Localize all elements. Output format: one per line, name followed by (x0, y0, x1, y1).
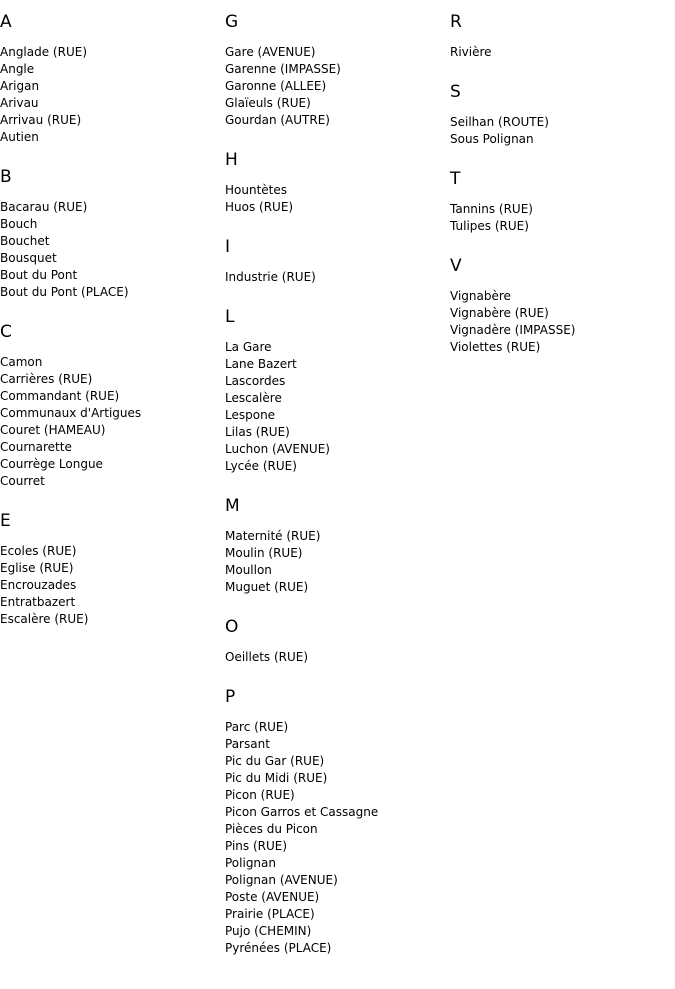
street-link[interactable]: Industrie (RUE) (225, 270, 316, 284)
street-link[interactable]: Oeillets (RUE) (225, 650, 309, 664)
street-link[interactable]: Maternité (RUE) (225, 529, 321, 543)
letter-heading: L (225, 307, 235, 327)
letter-section (225, 237, 450, 286)
letter-section (225, 12, 450, 129)
street-link[interactable]: Autien (0, 130, 39, 144)
street-link[interactable]: Huos (RUE) (225, 200, 294, 214)
street-link[interactable]: Pyrénées (PLACE) (225, 941, 332, 955)
street-link[interactable]: Arrivau (RUE) (0, 113, 82, 127)
street-link[interactable]: Escalère (RUE) (0, 612, 89, 626)
street-link[interactable]: Lilas (RUE) (225, 425, 290, 439)
street-link[interactable]: Garonne (ALLEE) (225, 79, 327, 93)
street-link[interactable]: Lescalère (225, 391, 282, 405)
letter-heading: A (0, 12, 12, 32)
street-link[interactable]: Couret (HAMEAU) (0, 423, 106, 437)
street-list (0, 199, 225, 301)
letter-section (450, 12, 675, 61)
street-link[interactable]: Bout du Pont (PLACE) (0, 285, 129, 299)
street-link[interactable]: Luchon (AVENUE) (225, 442, 330, 456)
street-link[interactable]: Picon (RUE) (225, 788, 295, 802)
letter-heading: T (450, 169, 461, 189)
street-link[interactable]: Sous Polignan (450, 132, 534, 146)
letter-section (225, 687, 450, 957)
street-link[interactable]: Pins (RUE) (225, 839, 288, 853)
street-link[interactable]: Tulipes (RUE) (450, 219, 529, 233)
street-link[interactable]: Pic du Midi (RUE) (225, 771, 328, 785)
letter-heading: O (225, 617, 239, 637)
letter-section (225, 496, 450, 596)
street-link[interactable]: Courrège Longue (0, 457, 103, 471)
letter-section (225, 150, 450, 216)
street-link[interactable]: Polignan (225, 856, 276, 870)
street-link[interactable]: Encrouzades (0, 578, 77, 592)
street-link[interactable]: Carrières (RUE) (0, 372, 93, 386)
street-link[interactable]: Muguet (RUE) (225, 580, 309, 594)
street-link[interactable]: Pièces du Picon (225, 822, 318, 836)
street-link[interactable]: Cournarette (0, 440, 72, 454)
index-column-2 (225, 0, 450, 957)
street-link[interactable]: Prairie (PLACE) (225, 907, 315, 921)
street-list (225, 649, 450, 666)
street-link[interactable]: Seilhan (ROUTE) (450, 115, 549, 129)
street-link[interactable]: Parsant (225, 737, 270, 751)
letter-heading: V (450, 256, 462, 276)
street-link[interactable]: Lycée (RUE) (225, 459, 297, 473)
letter-heading: P (225, 687, 236, 707)
street-link[interactable]: Gare (AVENUE) (225, 45, 316, 59)
street-link[interactable]: Communaux d'Artigues (0, 406, 142, 420)
street-link[interactable]: Lascordes (225, 374, 286, 388)
street-list (225, 528, 450, 596)
street-link[interactable]: Arivau (0, 96, 39, 110)
street-list (450, 44, 675, 61)
street-link[interactable]: Moullon (225, 563, 272, 577)
street-link[interactable]: Bacarau (RUE) (0, 200, 88, 214)
street-list (450, 288, 675, 356)
letter-section (450, 169, 675, 235)
street-link[interactable]: Vignabère (RUE) (450, 306, 549, 320)
letter-heading: E (0, 511, 11, 531)
street-list (225, 719, 450, 957)
street-list (450, 201, 675, 235)
street-link[interactable]: Arigan (0, 79, 40, 93)
letter-section (0, 167, 225, 301)
street-list (0, 543, 225, 628)
letter-heading: S (450, 82, 461, 102)
street-link[interactable]: Commandant (RUE) (0, 389, 120, 403)
street-link[interactable]: Picon Garros et Cassagne (225, 805, 379, 819)
street-link[interactable]: Polignan (AVENUE) (225, 873, 338, 887)
street-link[interactable]: Lane Bazert (225, 357, 297, 371)
letter-heading: M (225, 496, 240, 516)
letter-section (0, 12, 225, 146)
letter-heading: H (225, 150, 238, 170)
letter-section (0, 322, 225, 490)
street-list (225, 182, 450, 216)
street-link[interactable]: Courret (0, 474, 45, 488)
street-link[interactable]: Camon (0, 355, 43, 369)
index-column-3 (450, 0, 675, 356)
street-link[interactable]: Entratbazert (0, 595, 76, 609)
street-link[interactable]: Hountètes (225, 183, 288, 197)
street-link[interactable]: Eglise (RUE) (0, 561, 74, 575)
letter-section (450, 82, 675, 148)
street-link[interactable]: Pujo (CHEMIN) (225, 924, 312, 938)
street-link[interactable]: Garenne (IMPASSE) (225, 62, 341, 76)
letter-heading: C (0, 322, 12, 342)
street-list (450, 114, 675, 148)
letter-section (450, 256, 675, 356)
street-link[interactable]: Anglade (RUE) (0, 45, 87, 59)
street-link[interactable]: Tannins (RUE) (450, 202, 533, 216)
street-link[interactable]: Bout du Pont (0, 268, 78, 282)
letter-heading: R (450, 12, 462, 32)
letter-section (225, 307, 450, 475)
street-link[interactable]: Vignabère (450, 289, 511, 303)
street-link[interactable]: Bouchet (0, 234, 50, 248)
street-link[interactable]: Lespone (225, 408, 276, 422)
letter-heading: I (225, 237, 231, 257)
street-link[interactable]: Ecoles (RUE) (0, 544, 77, 558)
street-link[interactable]: Violettes (RUE) (450, 340, 541, 354)
street-link[interactable]: Vignadère (IMPASSE) (450, 323, 576, 337)
street-link[interactable]: La Gare (225, 340, 272, 354)
street-link[interactable]: Glaïeuls (RUE) (225, 96, 311, 110)
street-list (225, 44, 450, 129)
street-link[interactable]: Rivière (450, 45, 492, 59)
street-list (225, 339, 450, 475)
street-list (0, 354, 225, 490)
street-link[interactable]: Poste (AVENUE) (225, 890, 320, 904)
street-list (0, 44, 225, 146)
street-link[interactable]: Bousquet (0, 251, 57, 265)
letter-heading: B (0, 167, 12, 187)
index-column-1 (0, 0, 225, 628)
street-link[interactable]: Parc (RUE) (225, 720, 289, 734)
letter-section (0, 511, 225, 628)
street-link[interactable]: Bouch (0, 217, 38, 231)
street-link[interactable]: Pic du Gar (RUE) (225, 754, 325, 768)
street-link[interactable]: Moulin (RUE) (225, 546, 303, 560)
letter-section (225, 617, 450, 666)
street-link[interactable]: Angle (0, 62, 35, 76)
street-link[interactable]: Gourdan (AUTRE) (225, 113, 330, 127)
street-list (225, 269, 450, 286)
letter-heading: G (225, 12, 239, 32)
